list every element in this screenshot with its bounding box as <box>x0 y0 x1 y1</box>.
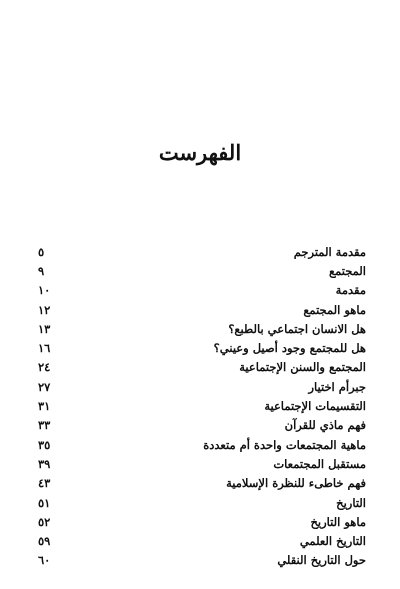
toc-entry-title: مستقبل المجتمعات <box>273 456 366 471</box>
toc-entry-page: ٢٤ <box>38 360 51 375</box>
toc-entry-title: هل للمجتمع وجود أصيل وعيني؟ <box>213 341 366 356</box>
toc-entry-page: ١٢ <box>38 302 51 317</box>
toc-entry <box>38 358 366 377</box>
toc-entry-title: حول التاريخ النقلي <box>277 553 366 568</box>
toc-entry-page: ٦٠ <box>38 553 51 568</box>
toc-entry-page: ٥٢ <box>38 514 51 529</box>
toc-entry <box>38 300 366 319</box>
toc-entry-title: مقدمة <box>335 283 366 298</box>
toc-entry-page: ٥١ <box>38 495 51 510</box>
toc-entry-page: ٥٩ <box>38 534 51 549</box>
toc-entry-page: ١٠ <box>38 283 51 298</box>
toc-entry <box>38 416 366 435</box>
toc-entry <box>38 435 366 454</box>
toc-entry-title: جبرأم اختيار <box>308 379 366 394</box>
page-title: الفهرست <box>158 140 242 165</box>
toc-entry-page: ٣٥ <box>38 437 51 452</box>
toc-entry-page: ٤٣ <box>38 476 51 491</box>
toc-entry <box>38 551 366 570</box>
toc-entry-page: ١٣ <box>38 321 51 336</box>
toc-entry-title: المجتمع والسنن الإجتماعية <box>239 360 366 375</box>
toc-entry-title: المجتمع <box>328 263 366 278</box>
toc-entry <box>38 242 366 261</box>
toc-entry <box>38 338 366 357</box>
toc-entry-title: التاريخ <box>336 495 366 510</box>
toc-entry-title: ماهية المجتمعات واحدة أم متعددة <box>203 437 366 452</box>
toc-entry <box>38 493 366 512</box>
table-of-contents <box>38 242 366 570</box>
toc-entry-title: التاريخ العلمي <box>299 534 366 549</box>
toc-entry-page: ٣١ <box>38 399 51 414</box>
toc-entry <box>38 531 366 550</box>
toc-entry <box>38 377 366 396</box>
toc-entry <box>38 319 366 338</box>
toc-entry-title: التقسيمات الإجتماعية <box>264 399 366 414</box>
toc-entry <box>38 512 366 531</box>
toc-entry-page: ٥ <box>38 244 45 259</box>
toc-entry <box>38 474 366 493</box>
toc-entry-page: ٣٩ <box>38 456 51 471</box>
toc-entry <box>38 454 366 473</box>
toc-entry-page: ٩ <box>38 263 45 278</box>
toc-entry-page: ١٦ <box>38 341 51 356</box>
toc-entry-title: ماهو التاريخ <box>310 514 366 529</box>
toc-entry <box>38 261 366 280</box>
toc-entry-page: ٢٧ <box>38 379 51 394</box>
toc-entry-title: فهم خاطىء للنظرة الإسلامية <box>226 476 366 491</box>
toc-entry <box>38 396 366 415</box>
toc-entry-title: هل الانسان اجتماعي بالطبع؟ <box>228 321 366 336</box>
toc-entry-title: ماهو المجتمع <box>303 302 366 317</box>
toc-entry-page: ٣٣ <box>38 418 51 433</box>
toc-entry <box>38 281 366 300</box>
toc-entry-title: فهم ماذي للقرآن <box>284 418 366 433</box>
toc-entry-title: مقدمة المترجم <box>293 244 366 259</box>
